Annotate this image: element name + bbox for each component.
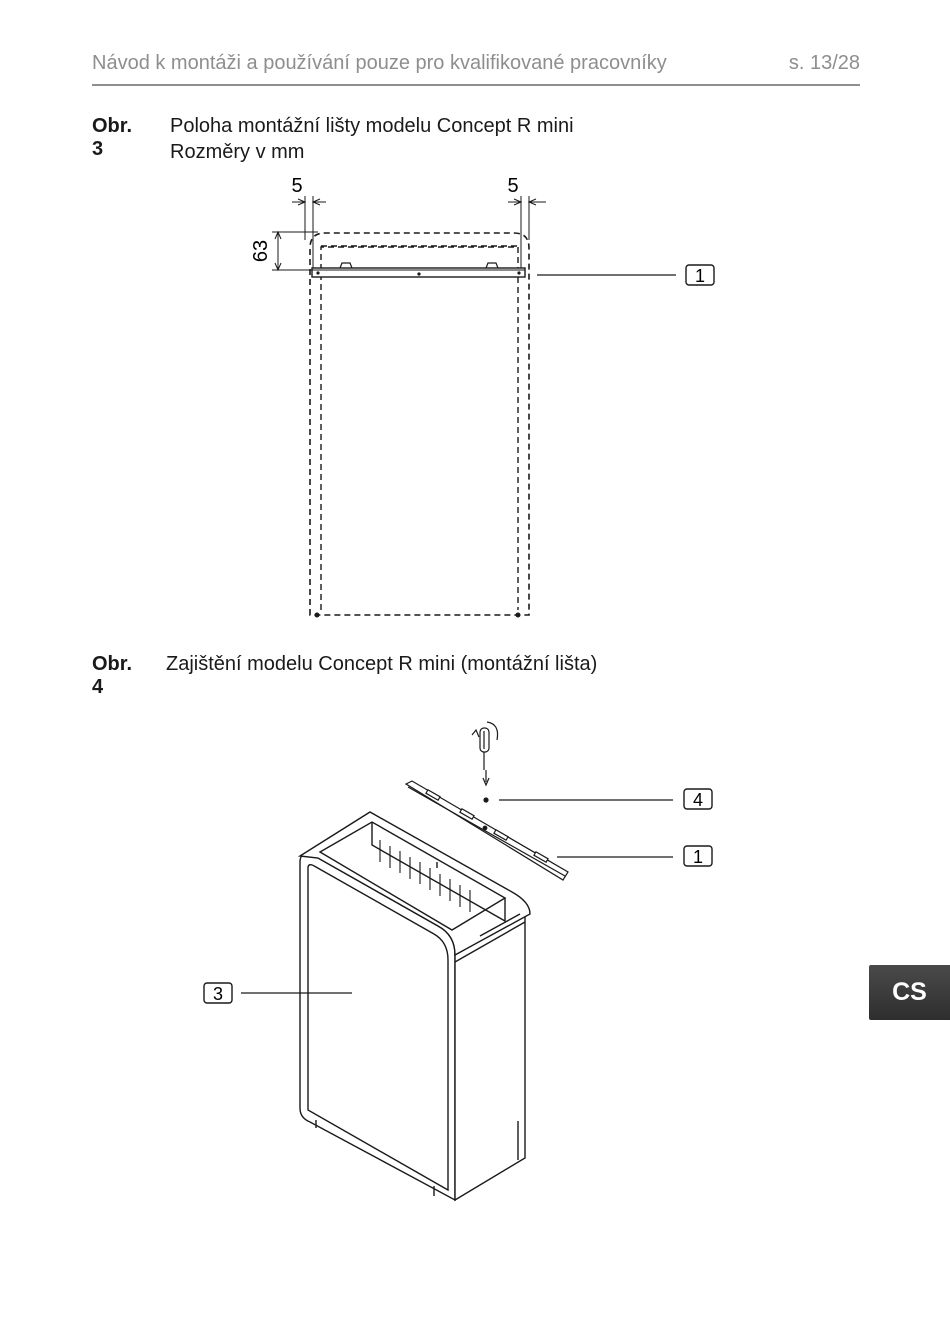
dimension-left-label: 5 [291, 175, 303, 197]
figure-4-number: Obr. 4 [92, 653, 133, 698]
heater-body [300, 812, 530, 1200]
callout-1b-label: 1 [692, 847, 704, 867]
figure-4-title: Zajištění modelu Concept R mini (montážní lišta) [166, 653, 598, 675]
callout-1-label: 1 [694, 266, 706, 286]
language-tab: CS [869, 965, 950, 1020]
dimension-right-label: 5 [507, 175, 519, 197]
callout-4-label: 4 [692, 790, 704, 810]
document-title: Návod k montáži a používání pouze pro kvalifikované pracovníky [92, 52, 667, 74]
page-number: s. 13/28 [788, 52, 860, 74]
screwdriver-icon [472, 722, 498, 802]
figure-3-units: Rozměry v mm [170, 141, 305, 163]
dimension-height-label: 63 [250, 239, 272, 263]
figure-3-title: Poloha montážní lišty modelu Concept R mini [170, 115, 574, 137]
figure-3-number: Obr. 3 [92, 115, 133, 160]
callout-3-label: 3 [212, 984, 224, 1004]
